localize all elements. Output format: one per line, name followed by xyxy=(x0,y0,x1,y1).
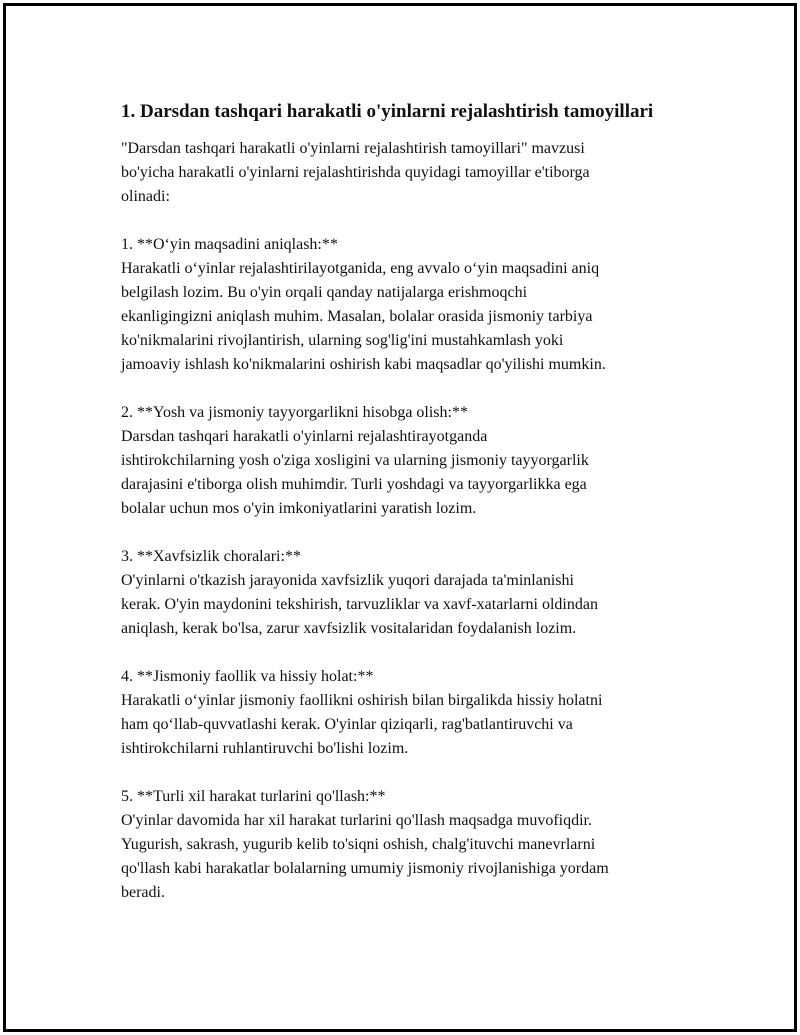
section-body: O'yinlarni o'tkazish jarayonida xavfsizlik yuqori darajada ta'minlanishi kerak. O'yin maydonini tekshirish, tarvuzliklar va xavf-xatarlarni oldindan aniqlash, kerak bo'lsa, zarur xavfsizlik vositalaridan foydalanish lozim. xyxy=(121,572,598,637)
page-frame xyxy=(3,3,797,1032)
section-movement-types xyxy=(121,785,701,905)
intro-paragraph: "Darsdan tashqari harakatli o'yinlarni rejalashtirish tamoyillari" mavzusi bo'yicha harakatli o'yinlarni rejalashtirishda quyidagi tamoyillar e'tiborga olinadi: xyxy=(121,140,590,205)
document-title: 1. Darsdan tashqari harakatli o'yinlarni rejalashtirish tamoyillari xyxy=(121,101,654,122)
section-body: Darsdan tashqari harakatli o'yinlarni rejalashtirayotganda ishtirokchilarning yosh o'ziga xosligini va ularning jismoniy tayyorgarlik darajasini e'tiborga olish muhimdir. Turli yoshdagi va tayyorgarlikka ega bolalar uchun mos o'yin imkoniyatlarini yaratish lozim. xyxy=(121,428,589,517)
section-body: O'yinlar davomida har xil harakat turlarini qo'llash maqsadga muvofiqdir. Yugurish, sakrash, yugurib kelib to'siqni oshish, chalg'ituvchi manevrlarni qo'llash kabi harakatlar bolalarning umumiy jismoniy rivojlanishiga yordam beradi. xyxy=(121,812,609,901)
section-title: 1. **O‘yin maqsadini aniqlash:** xyxy=(121,236,338,253)
section-safety xyxy=(121,545,701,641)
section-age-fitness xyxy=(121,401,701,521)
document-content xyxy=(121,98,701,929)
section-activity-emotion xyxy=(121,665,701,761)
section-title: 5. **Turli xil harakat turlarini qo'llash:** xyxy=(121,788,386,805)
section-title: 4. **Jismoniy faollik va hissiy holat:** xyxy=(121,668,374,685)
section-body: Harakatli o‘yinlar jismoniy faollikni oshirish bilan birgalikda hissiy holatni ham qo‘llab-quvvatlashi kerak. O'yinlar qiziqarli, rag'batlantiruvchi va ishtirokchilarni ruhlantiruvchi bo'lishi lozim. xyxy=(121,692,603,757)
section-body: Harakatli o‘yinlar rejalashtirilayotganida, eng avvalo o‘yin maqsadini aniq belgilash lozim. Bu o'yin orqali qanday natijalarga erishmoqchi ekanligingizni aniqlash muhim. Masalan, bolalar orasida jismoniy tarbiya ko'nikmalarini rivojlantirish, ularning sog'lig'ini mustahkamlash yoki jamoaviy ishlash ko'nikmalarini oshirish kabi maqsadlar qo'yilishi mumkin. xyxy=(121,260,606,373)
section-title: 2. **Yosh va jismoniy tayyorgarlikni hisobga olish:** xyxy=(121,404,468,421)
section-goal xyxy=(121,233,701,377)
section-title: 3. **Xavfsizlik choralari:** xyxy=(121,548,301,565)
